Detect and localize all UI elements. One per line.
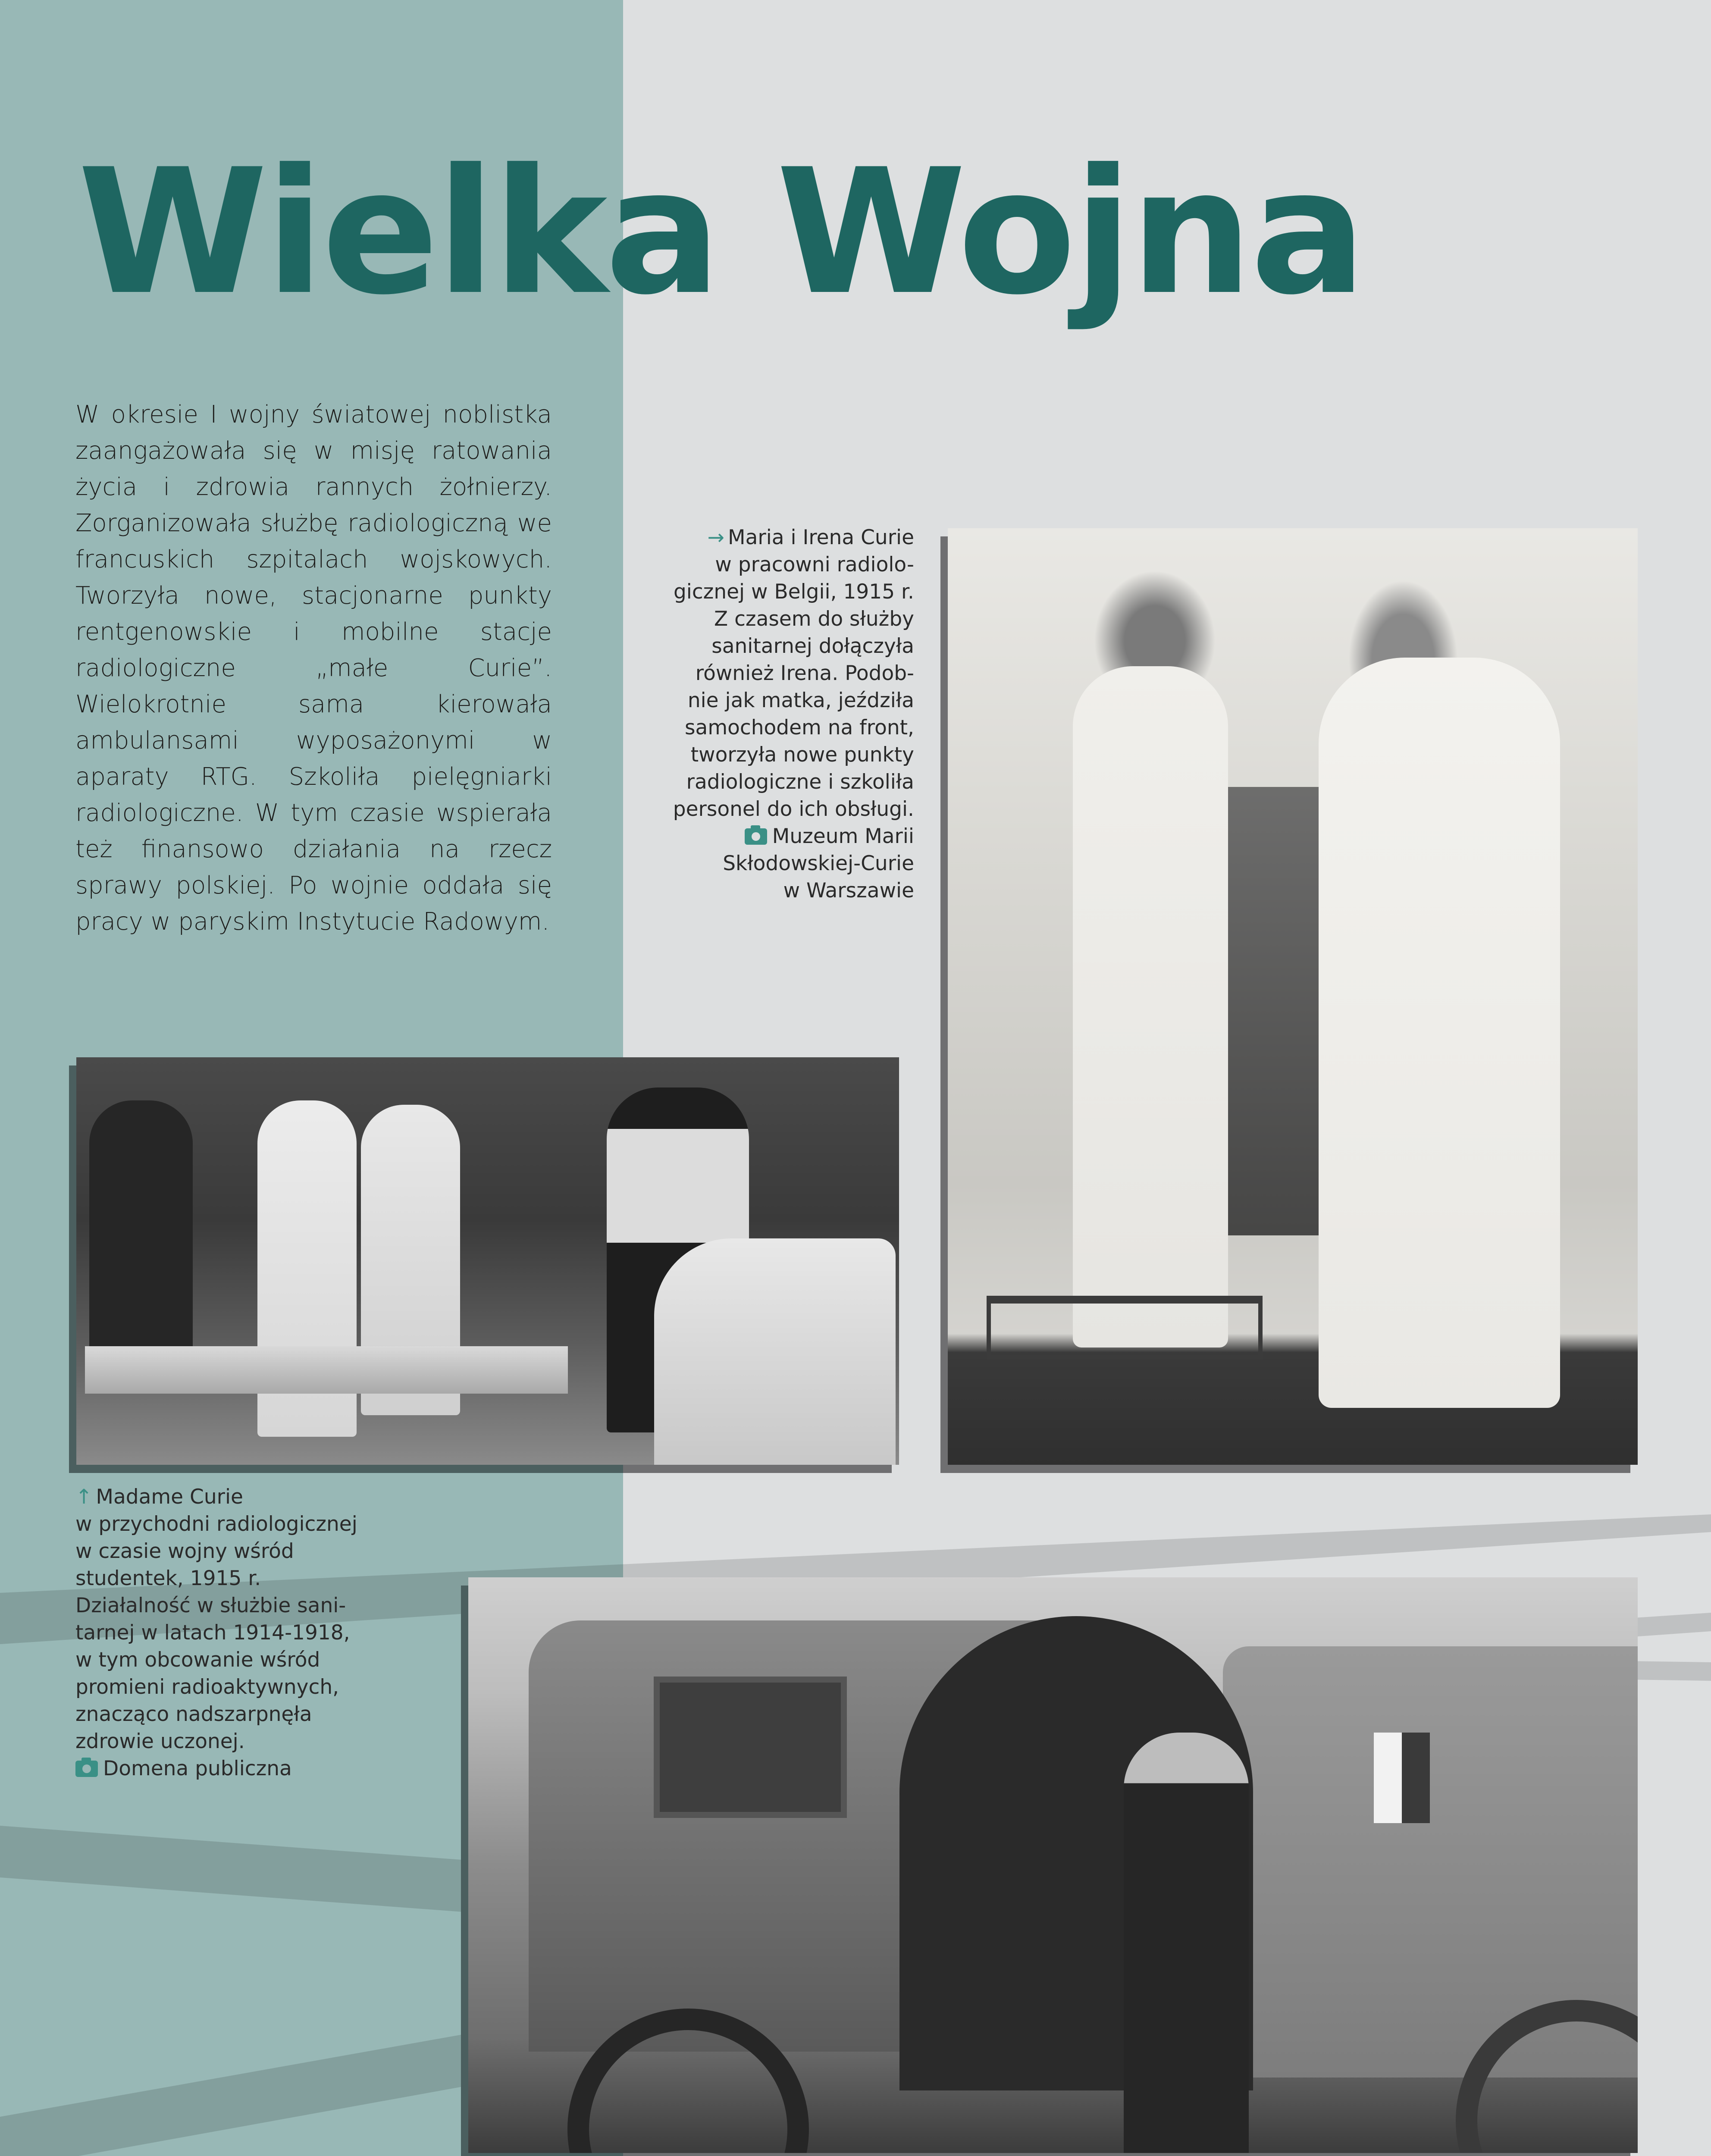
caption-line: Z czasem do służby: [714, 607, 914, 631]
figure-student-dark: [89, 1100, 193, 1368]
caption-line: ↑ Madame Curie: [75, 1483, 442, 1510]
caption-line: radiologiczne i szkoliła: [686, 770, 914, 794]
caption-line: gicznej w Belgii, 1915 r.: [673, 580, 914, 604]
arrow-up-icon: ↑: [75, 1485, 93, 1509]
caption-line: studentek, 1915 r.: [75, 1567, 261, 1590]
poster-title: Wielka Wojna: [78, 132, 1364, 333]
flag: [1374, 1733, 1430, 1823]
caption-line: Działalność w służbie sani-: [75, 1594, 346, 1617]
figure-maria-driver: [1124, 1733, 1249, 2153]
caption-line: nie jak matka, jeździła: [687, 689, 914, 712]
intro-paragraph: W okresie I wojny światowej noblistka zaangażowała się w misję ratowania życia i zdrowia rannych żołnierzy. Zorganizowała służbę radiologiczną we francuskich szpitalach wojskowych. Tworzyła nowe, stacjonarne punkty rentgenowskie i mobilne stacje radiologiczne „małe Curie”. Wielokrotnie sama kierowała ambulansami wyposażonymi w aparaty RTG. Szkoliła pielęgniarki radiologiczne. W tym czasie wspierała też finansowo działania na rzecz sprawy polskiej. Po wojnie oddała się pracy w paryskim Instytucie Radowym.: [75, 401, 552, 936]
caption-line: również Irena. Podob-: [695, 661, 914, 685]
table: [85, 1346, 568, 1394]
caption-line: sanitarnej dołączyła: [711, 634, 914, 658]
caption-line: promieni radioaktywnych,: [75, 1675, 339, 1699]
caption-madame-curie: [75, 1483, 442, 1782]
photo-maria-irena-lab: [948, 528, 1638, 1465]
figure-irena: [1073, 666, 1228, 1348]
figure-maria: [1319, 658, 1560, 1408]
photo-credit: Domena publiczna: [75, 1755, 442, 1782]
caption-line: znacząco nadszarpnęła: [75, 1702, 312, 1726]
caption-line: zdrowie uczonej.: [75, 1730, 245, 1753]
caption-line: w czasie wojny wśród: [75, 1539, 294, 1563]
photo-maria-radiology-car: [468, 1577, 1638, 2153]
caption-line: w przychodni radiologicznej: [75, 1512, 357, 1536]
caption-line: w pracowni radiolo-: [715, 553, 914, 577]
camera-icon: [745, 828, 767, 845]
photo-madame-curie-clinic: [76, 1057, 899, 1465]
photo-credit: Muzeum Marii: [655, 823, 914, 850]
arrow-right-icon: →: [707, 526, 725, 549]
caption-maria-irena: [655, 524, 914, 904]
caption-line: w tym obcowanie wśród: [75, 1648, 320, 1672]
xray-cart: [987, 1296, 1263, 1360]
camera-icon: [75, 1761, 98, 1777]
caption-line: → Maria i Irena Curie: [655, 524, 914, 551]
caption-line: samochodem na front,: [685, 716, 914, 740]
caption-line: personel do ich obsługi.: [673, 797, 914, 821]
caption-line: tworzyła nowe punkty: [690, 743, 914, 767]
photo-credit-line: Skłodowskiej-Curie: [723, 852, 914, 875]
figure-patient: [654, 1238, 896, 1465]
truck-window: [654, 1677, 847, 1818]
photo-credit-line: w Warszawie: [783, 879, 914, 903]
caption-line: tarnej w latach 1914-1918,: [75, 1621, 350, 1645]
